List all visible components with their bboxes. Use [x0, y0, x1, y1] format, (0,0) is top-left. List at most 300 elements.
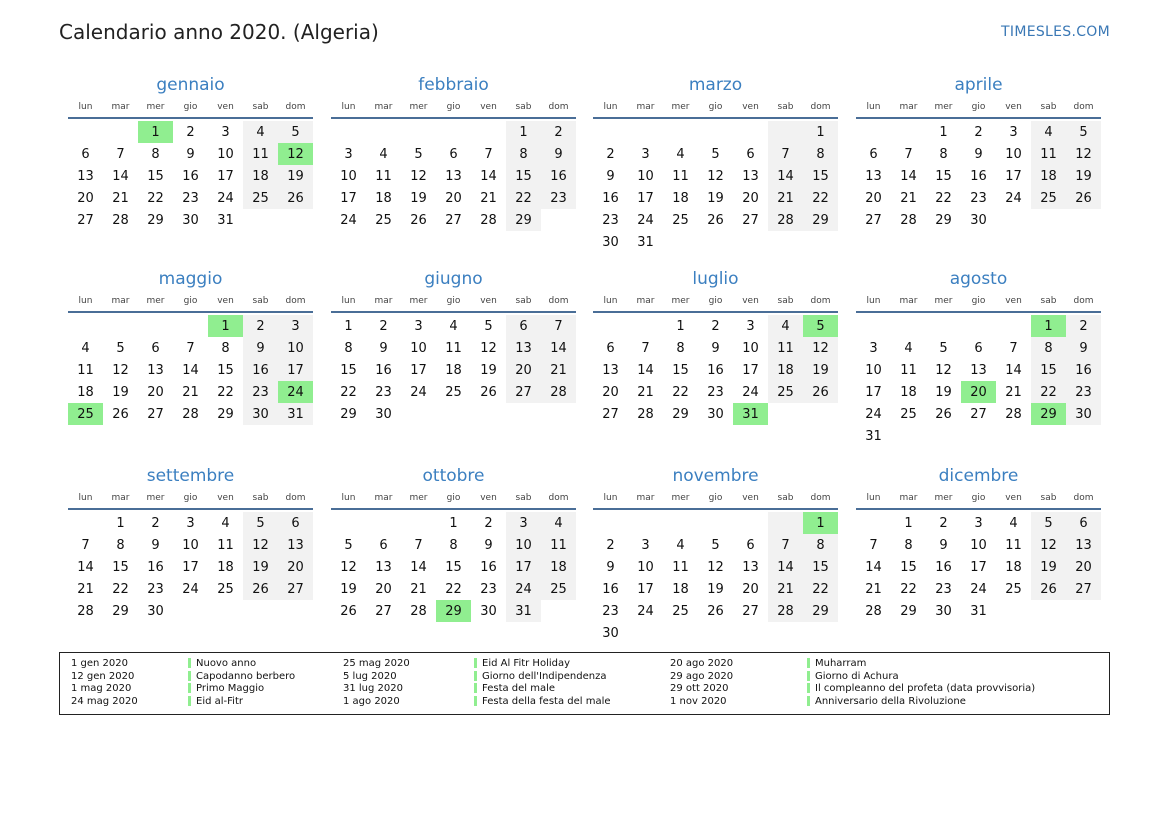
day-cell: 10 [506, 534, 541, 556]
day-cell: 25 [672, 603, 689, 619]
day-cell: 13 [970, 362, 987, 378]
day-cell: 28 [768, 209, 803, 231]
weekday-label: gio [183, 493, 198, 503]
holiday-day-cell: 5 [803, 315, 838, 337]
weekday-label: gio [446, 296, 461, 306]
legend-holiday-name: Eid Al Fitr Holiday [482, 658, 571, 669]
day-cell: 5 [116, 340, 125, 356]
day-cell: 15 [935, 168, 952, 184]
day-cell: 17 [742, 362, 759, 378]
legend-bar-1 [188, 658, 191, 708]
weekday-header [856, 488, 1101, 510]
weekday-label: mar [899, 493, 918, 503]
month-agosto [856, 267, 1101, 447]
day-cell: 3 [1009, 124, 1018, 140]
day-cell: 7 [541, 315, 576, 337]
weekday-label: mar [111, 102, 130, 112]
legend-date: 1 mag 2020 [71, 683, 132, 694]
weekday-label: sab [777, 102, 794, 112]
weekday-label: sab [777, 296, 794, 306]
weekday-label: sab [252, 296, 269, 306]
day-grid [68, 315, 313, 425]
day-cell: 18 [1031, 165, 1066, 187]
weekday-label: gio [708, 296, 723, 306]
day-cell: 30 [1066, 403, 1101, 425]
day-cell: 11 [672, 168, 689, 184]
weekday-label: gio [971, 102, 986, 112]
day-cell: 5 [278, 121, 313, 143]
weekday-label: mer [409, 493, 428, 503]
day-grid [331, 512, 576, 622]
day-cell: 27 [506, 381, 541, 403]
day-grid [856, 512, 1101, 622]
day-cell: 21 [637, 384, 654, 400]
day-cell: 22 [506, 187, 541, 209]
day-cell: 8 [151, 146, 160, 162]
day-cell: 5 [1066, 121, 1101, 143]
holiday-day-cell: 1 [1031, 315, 1066, 337]
day-cell: 18 [672, 581, 689, 597]
legend-holiday-name: Festa del male [482, 683, 556, 694]
weekday-header [593, 291, 838, 313]
day-cell: 7 [1009, 340, 1018, 356]
empty-day-cell [891, 315, 926, 337]
empty-day-cell [593, 121, 628, 143]
day-cell: 27 [970, 406, 987, 422]
day-cell: 29 [112, 603, 129, 619]
day-cell: 18 [900, 384, 917, 400]
day-cell: 13 [375, 559, 392, 575]
day-cell: 24 [742, 384, 759, 400]
day-cell: 27 [865, 212, 882, 228]
day-grid [856, 315, 1101, 447]
day-cell: 26 [112, 406, 129, 422]
day-cell: 17 [217, 168, 234, 184]
weekday-label: lun [341, 296, 356, 306]
weekday-label: ven [217, 493, 234, 503]
day-cell: 5 [484, 318, 493, 334]
day-grid [331, 315, 576, 425]
day-cell: 24 [637, 212, 654, 228]
day-cell: 3 [186, 515, 195, 531]
day-cell: 12 [480, 340, 497, 356]
weekday-label: mar [636, 102, 655, 112]
day-cell: 10 [182, 537, 199, 553]
empty-day-cell [331, 512, 366, 534]
day-cell: 7 [414, 537, 423, 553]
day-cell: 23 [243, 381, 278, 403]
day-cell: 2 [939, 515, 948, 531]
day-cell: 27 [742, 603, 759, 619]
legend-holiday-name: Festa della festa del male [482, 695, 611, 707]
empty-day-cell [138, 315, 173, 337]
day-cell: 18 [672, 190, 689, 206]
day-cell: 27 [147, 406, 164, 422]
day-cell: 12 [1066, 143, 1101, 165]
day-cell: 3 [869, 340, 878, 356]
month-title: luglio [692, 269, 739, 289]
weekday-label: ven [742, 102, 759, 112]
day-cell: 19 [707, 581, 724, 597]
month-gennaio [68, 73, 313, 231]
day-cell: 9 [974, 146, 983, 162]
day-cell: 22 [147, 190, 164, 206]
day-cell: 2 [1066, 315, 1101, 337]
weekday-label: sab [252, 102, 269, 112]
month-title: giugno [424, 269, 483, 289]
day-cell: 22 [803, 578, 838, 600]
day-cell: 6 [506, 315, 541, 337]
weekday-header [331, 291, 576, 313]
day-cell: 28 [541, 381, 576, 403]
weekday-label: mar [111, 493, 130, 503]
day-cell: 10 [637, 559, 654, 575]
day-cell: 13 [602, 362, 619, 378]
day-cell: 20 [506, 359, 541, 381]
day-cell: 1 [116, 515, 125, 531]
day-cell: 30 [707, 406, 724, 422]
legend-date: 25 mag 2020 [343, 658, 410, 669]
empty-day-cell [663, 512, 698, 534]
day-cell: 9 [484, 537, 493, 553]
day-cell: 9 [243, 337, 278, 359]
day-cell: 20 [742, 190, 759, 206]
day-cell: 7 [768, 143, 803, 165]
day-cell: 6 [278, 512, 313, 534]
day-cell: 16 [375, 362, 392, 378]
day-cell: 24 [865, 406, 882, 422]
day-cell: 14 [182, 362, 199, 378]
day-cell: 4 [221, 515, 230, 531]
day-cell: 15 [803, 556, 838, 578]
day-cell: 11 [375, 168, 392, 184]
day-cell: 14 [480, 168, 497, 184]
weekday-label: dom [1073, 296, 1094, 306]
weekday-label: mer [146, 296, 165, 306]
day-cell: 31 [217, 212, 234, 228]
day-cell: 2 [243, 315, 278, 337]
weekday-label: mer [671, 102, 690, 112]
day-cell: 30 [935, 603, 952, 619]
month-marzo [593, 73, 838, 253]
month-title: aprile [954, 75, 1003, 95]
day-cell: 13 [147, 362, 164, 378]
legend-holiday-name: Anniversario della Rivoluzione [815, 695, 966, 707]
day-cell: 13 [742, 168, 759, 184]
day-cell: 30 [243, 403, 278, 425]
legend-bar-2 [474, 658, 477, 708]
legend-date: 1 nov 2020 [670, 695, 727, 707]
site-logo-text[interactable]: TIMESLES.COM [1001, 24, 1110, 40]
legend-date: 24 mag 2020 [71, 695, 138, 707]
weekday-label: ven [217, 102, 234, 112]
day-cell: 21 [112, 190, 129, 206]
weekday-label: sab [1040, 493, 1057, 503]
day-cell: 17 [1005, 168, 1022, 184]
day-cell: 26 [480, 384, 497, 400]
day-cell: 10 [217, 146, 234, 162]
day-cell: 17 [865, 384, 882, 400]
day-cell: 8 [449, 537, 458, 553]
day-cell: 3 [641, 537, 650, 553]
day-cell: 22 [445, 581, 462, 597]
day-cell: 12 [707, 168, 724, 184]
day-cell: 3 [506, 512, 541, 534]
day-cell: 4 [904, 340, 913, 356]
day-cell: 5 [711, 537, 720, 553]
day-cell: 20 [1066, 556, 1101, 578]
day-cell: 10 [970, 537, 987, 553]
weekday-label: ven [1005, 102, 1022, 112]
day-cell: 19 [803, 359, 838, 381]
legend-dates-col-2 [343, 658, 410, 708]
day-cell: 5 [711, 146, 720, 162]
empty-day-cell [471, 121, 506, 143]
day-cell: 13 [742, 559, 759, 575]
weekday-label: lun [866, 102, 881, 112]
day-cell: 19 [410, 190, 427, 206]
day-cell: 22 [900, 581, 917, 597]
weekday-label: mer [934, 493, 953, 503]
legend-date: 31 lug 2020 [343, 683, 403, 694]
weekday-label: dom [548, 102, 569, 112]
day-cell: 23 [1066, 381, 1101, 403]
weekday-label: gio [971, 296, 986, 306]
day-cell: 11 [243, 143, 278, 165]
day-cell: 16 [182, 168, 199, 184]
day-cell: 9 [711, 340, 720, 356]
weekday-label: dom [810, 102, 831, 112]
day-cell: 11 [541, 534, 576, 556]
day-cell: 28 [112, 212, 129, 228]
weekday-label: sab [1040, 296, 1057, 306]
day-cell: 23 [375, 384, 392, 400]
day-cell: 2 [606, 537, 615, 553]
month-ottobre [331, 464, 576, 622]
weekday-label: mar [636, 493, 655, 503]
day-cell: 24 [340, 212, 357, 228]
day-cell: 6 [379, 537, 388, 553]
day-cell: 3 [414, 318, 423, 334]
day-cell: 16 [970, 168, 987, 184]
day-grid [68, 512, 313, 622]
day-cell: 23 [935, 581, 952, 597]
day-cell: 7 [768, 534, 803, 556]
day-cell: 21 [865, 581, 882, 597]
day-cell: 29 [217, 406, 234, 422]
weekday-label: gio [708, 102, 723, 112]
day-cell: 16 [707, 362, 724, 378]
day-cell: 16 [602, 190, 619, 206]
holiday-day-cell: 29 [1031, 403, 1066, 425]
weekday-label: gio [708, 493, 723, 503]
legend-date: 1 gen 2020 [71, 658, 129, 669]
day-cell: 13 [77, 168, 94, 184]
month-title: agosto [949, 269, 1008, 289]
day-cell: 13 [1066, 534, 1101, 556]
day-cell: 29 [147, 212, 164, 228]
day-cell: 16 [935, 559, 952, 575]
day-cell: 31 [278, 403, 313, 425]
day-cell: 2 [186, 124, 195, 140]
day-cell: 29 [803, 600, 838, 622]
day-cell: 14 [637, 362, 654, 378]
day-cell: 2 [379, 318, 388, 334]
day-cell: 19 [1066, 165, 1101, 187]
day-cell: 30 [602, 625, 619, 641]
day-cell: 27 [742, 212, 759, 228]
day-cell: 5 [939, 340, 948, 356]
day-cell: 1 [344, 318, 353, 334]
day-cell: 28 [768, 600, 803, 622]
day-cell: 18 [217, 559, 234, 575]
weekday-label: lun [603, 296, 618, 306]
empty-day-cell [103, 121, 138, 143]
day-cell: 24 [506, 578, 541, 600]
holiday-day-cell: 12 [278, 143, 313, 165]
legend-names-col-3 [815, 658, 1035, 708]
day-cell: 8 [803, 534, 838, 556]
day-cell: 14 [900, 168, 917, 184]
day-cell: 1 [449, 515, 458, 531]
day-cell: 28 [637, 406, 654, 422]
day-cell: 19 [278, 165, 313, 187]
day-cell: 21 [77, 581, 94, 597]
day-cell: 16 [541, 165, 576, 187]
day-cell: 10 [742, 340, 759, 356]
weekday-label: gio [183, 102, 198, 112]
day-cell: 12 [112, 362, 129, 378]
day-cell: 29 [900, 603, 917, 619]
day-cell: 6 [606, 340, 615, 356]
day-cell: 20 [147, 384, 164, 400]
weekday-label: mar [374, 493, 393, 503]
holiday-day-cell: 1 [138, 121, 173, 143]
day-cell: 23 [707, 384, 724, 400]
day-cell: 19 [480, 362, 497, 378]
day-cell: 10 [637, 168, 654, 184]
day-cell: 14 [865, 559, 882, 575]
day-cell: 3 [641, 146, 650, 162]
day-cell: 2 [711, 318, 720, 334]
day-cell: 5 [243, 512, 278, 534]
month-title: gennaio [156, 75, 225, 95]
weekday-label: gio [446, 493, 461, 503]
day-cell: 24 [182, 581, 199, 597]
day-cell: 19 [1031, 556, 1066, 578]
holiday-day-cell: 20 [961, 381, 996, 403]
day-grid [593, 315, 838, 425]
day-cell: 14 [77, 559, 94, 575]
day-cell: 31 [506, 600, 541, 622]
weekday-label: sab [515, 493, 532, 503]
day-cell: 30 [147, 603, 164, 619]
day-cell: 11 [672, 559, 689, 575]
day-cell: 18 [375, 190, 392, 206]
weekday-label: lun [341, 102, 356, 112]
day-cell: 22 [217, 384, 234, 400]
weekday-label: sab [515, 296, 532, 306]
month-giugno [331, 267, 576, 425]
weekday-label: mar [636, 296, 655, 306]
weekday-label: mer [409, 102, 428, 112]
day-cell: 1 [803, 121, 838, 143]
day-cell: 21 [410, 581, 427, 597]
holiday-legend [59, 652, 1110, 715]
day-cell: 11 [445, 340, 462, 356]
weekday-label: ven [480, 493, 497, 503]
empty-day-cell [366, 512, 401, 534]
day-cell: 17 [637, 581, 654, 597]
day-cell: 28 [410, 603, 427, 619]
empty-day-cell [401, 121, 436, 143]
day-cell: 6 [449, 146, 458, 162]
weekday-label: mer [671, 493, 690, 503]
month-maggio [68, 267, 313, 425]
empty-day-cell [663, 121, 698, 143]
weekday-label: dom [285, 296, 306, 306]
day-cell: 27 [278, 578, 313, 600]
weekday-header [331, 97, 576, 119]
day-cell: 8 [506, 143, 541, 165]
day-cell: 7 [869, 537, 878, 553]
day-cell: 22 [340, 384, 357, 400]
weekday-label: mar [374, 296, 393, 306]
weekday-label: dom [548, 296, 569, 306]
weekday-label: lun [341, 493, 356, 503]
legend-dates-col-1 [71, 658, 138, 708]
day-cell: 15 [112, 559, 129, 575]
weekday-label: lun [603, 102, 618, 112]
day-cell: 26 [278, 187, 313, 209]
day-cell: 5 [344, 537, 353, 553]
day-cell: 7 [484, 146, 493, 162]
empty-day-cell [856, 512, 891, 534]
day-grid [856, 121, 1101, 231]
day-cell: 21 [1005, 384, 1022, 400]
day-cell: 12 [410, 168, 427, 184]
weekday-header [331, 488, 576, 510]
day-cell: 6 [869, 146, 878, 162]
day-cell: 23 [602, 603, 619, 619]
day-cell: 21 [900, 190, 917, 206]
weekday-header [593, 97, 838, 119]
day-cell: 9 [541, 143, 576, 165]
empty-day-cell [768, 121, 803, 143]
day-cell: 14 [1005, 362, 1022, 378]
month-title: febbraio [418, 75, 489, 95]
day-cell: 19 [243, 556, 278, 578]
day-cell: 18 [243, 165, 278, 187]
weekday-label: dom [810, 493, 831, 503]
day-cell: 8 [344, 340, 353, 356]
day-cell: 21 [768, 187, 803, 209]
day-cell: 1 [506, 121, 541, 143]
day-cell: 28 [900, 212, 917, 228]
day-cell: 28 [1005, 406, 1022, 422]
day-cell: 4 [81, 340, 90, 356]
day-cell: 7 [116, 146, 125, 162]
empty-day-cell [891, 121, 926, 143]
day-cell: 18 [77, 384, 94, 400]
month-title: maggio [158, 269, 223, 289]
weekday-label: mer [146, 493, 165, 503]
day-cell: 31 [970, 603, 987, 619]
empty-day-cell [436, 121, 471, 143]
day-grid [593, 121, 838, 253]
empty-day-cell [698, 121, 733, 143]
day-cell: 28 [182, 406, 199, 422]
